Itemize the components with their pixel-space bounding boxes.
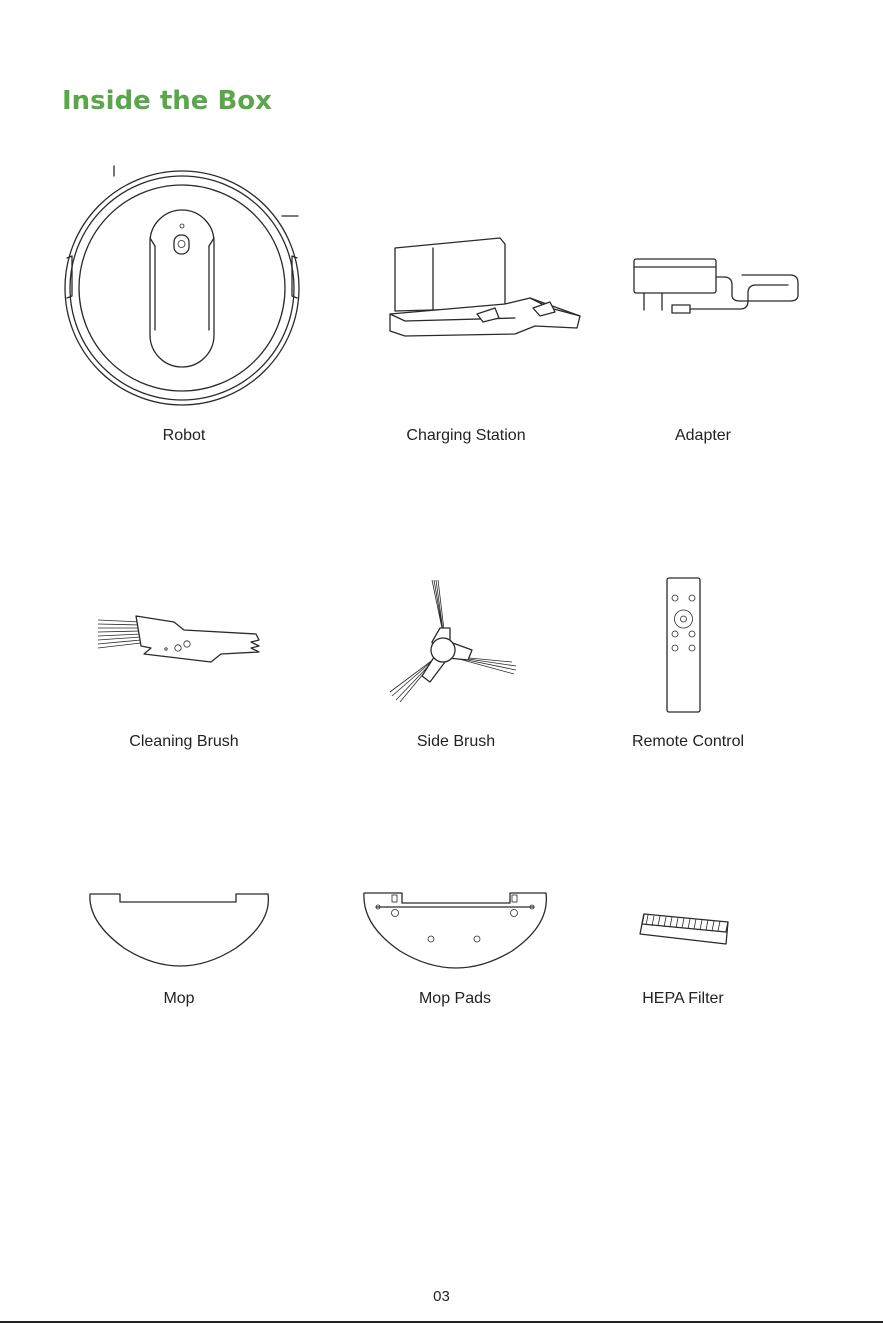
item-label-robot: Robot (162, 427, 206, 444)
remote-control-icon (666, 577, 702, 714)
item-label-side-brush: Side Brush (416, 733, 496, 750)
item-label-adapter: Adapter (674, 427, 732, 444)
hepa-filter-icon (638, 912, 730, 946)
robot-vacuum-icon (62, 168, 307, 413)
adapter-icon (632, 255, 802, 325)
side-brush-icon (388, 578, 520, 703)
mop-pads-icon (362, 891, 548, 971)
bottom-rule (0, 1321, 883, 1323)
item-label-cleaning-brush: Cleaning Brush (129, 733, 239, 750)
item-label-mop: Mop (163, 990, 195, 1007)
mop-icon (88, 892, 272, 968)
item-label-remote-control: Remote Control (631, 733, 745, 750)
page-number: 03 (433, 1288, 450, 1305)
page-title: Inside the Box (62, 86, 272, 116)
item-label-hepa-filter: HEPA Filter (642, 990, 724, 1007)
cleaning-brush-icon (96, 612, 266, 672)
item-label-charging-station: Charging Station (406, 427, 526, 444)
charging-station-icon (385, 236, 585, 341)
item-label-mop-pads: Mop Pads (418, 990, 492, 1007)
